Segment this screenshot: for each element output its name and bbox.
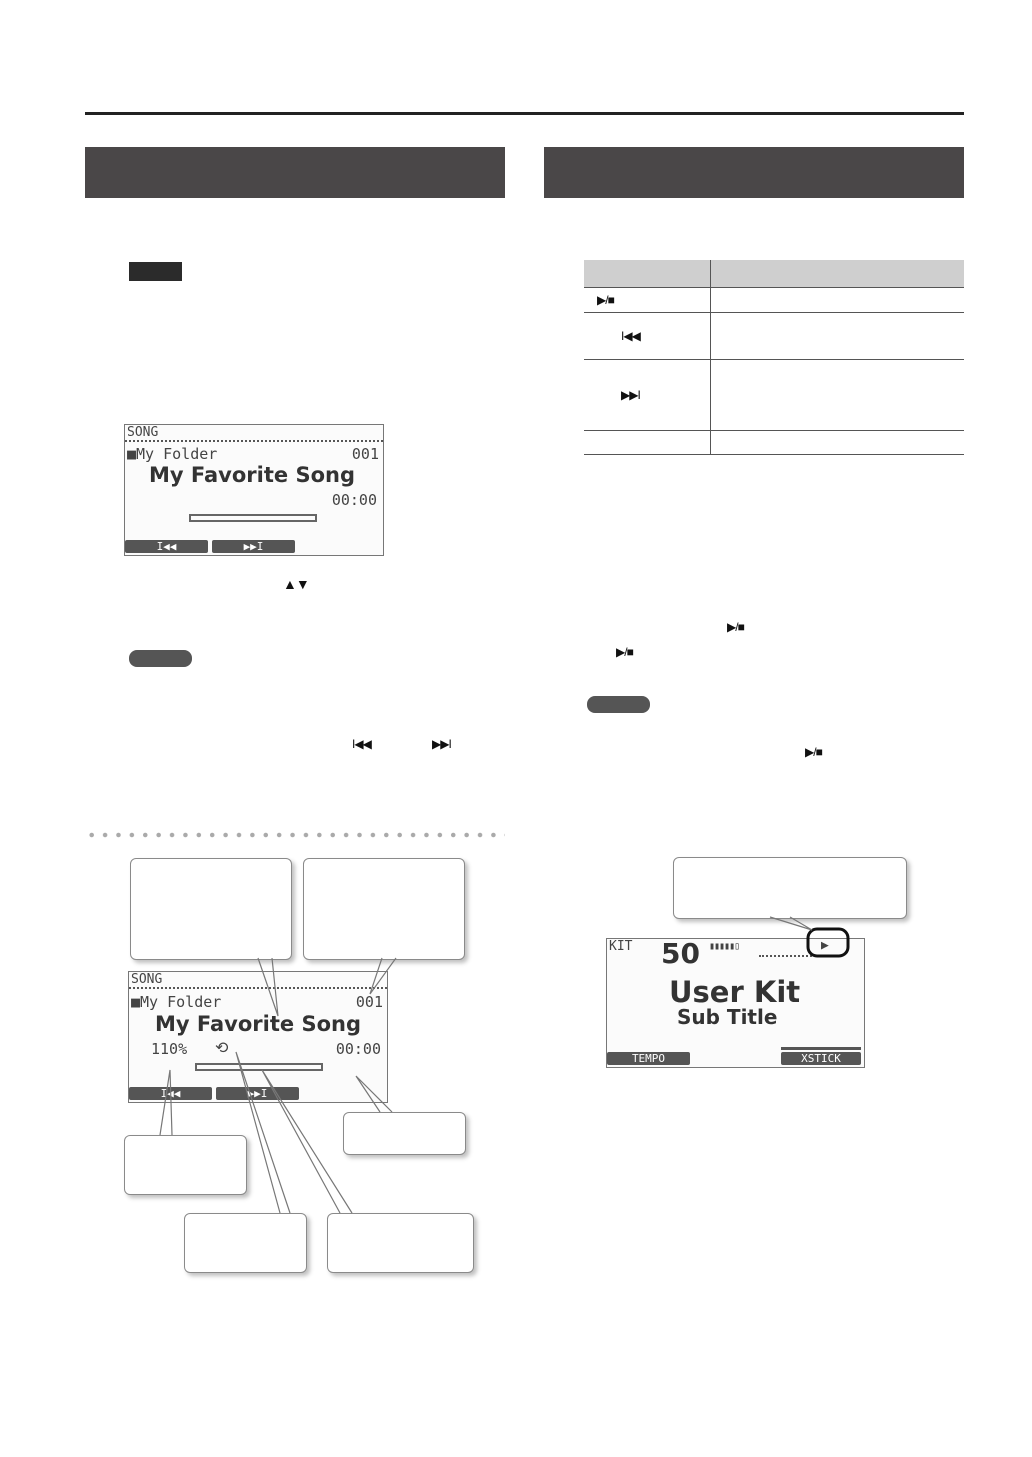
prev-icon: I◀◀	[352, 737, 371, 751]
prev-song-button[interactable]: I◀◀	[125, 540, 208, 553]
song-time: 00:00	[335, 1040, 381, 1058]
folder-icon: ■	[131, 993, 141, 1011]
kit-sub-title: Sub Title	[677, 1005, 778, 1029]
prev-song-button[interactable]: I◀◀	[129, 1087, 212, 1100]
level-meter: ▮▮▮▮▮▯	[709, 941, 740, 952]
kit-number: 50	[661, 937, 700, 970]
song-title: My Favorite Song	[149, 463, 355, 487]
folder-icon: ■	[127, 445, 137, 463]
next-icon: ▶▶I	[432, 737, 451, 751]
play-stop-icon: ▶/■	[616, 645, 633, 659]
folder-name: My Folder	[136, 445, 218, 463]
song-number: 001	[355, 993, 383, 1011]
play-stop-icon: ▶/■	[805, 745, 822, 759]
loop-icon: ⟲	[215, 1038, 229, 1057]
up-down-arrows-icon: ▲▼	[283, 576, 309, 592]
next-icon: ▶▶I	[621, 388, 640, 402]
tempo-button[interactable]: TEMPO	[607, 1052, 690, 1065]
song-screen-header: SONG	[131, 972, 163, 987]
next-song-button[interactable]: ▶▶I	[212, 540, 295, 553]
tempo-value: 110%	[151, 1040, 188, 1058]
kit-label: KIT	[609, 939, 633, 954]
next-song-button[interactable]: ▶▶I	[216, 1087, 299, 1100]
song-screen-header: SONG	[127, 425, 159, 440]
kit-name: User Kit	[669, 975, 801, 1009]
song-time: 00:00	[331, 491, 377, 509]
play-indicator-icon: ▶	[821, 938, 829, 953]
xstick-button[interactable]: XSTICK	[781, 1052, 861, 1065]
song-number: 001	[351, 445, 379, 463]
prev-icon: I◀◀	[621, 329, 640, 343]
play-stop-icon: ▶/■	[597, 293, 614, 307]
folder-name: My Folder	[140, 993, 222, 1011]
play-stop-icon: ▶/■	[727, 620, 744, 634]
song-title: My Favorite Song	[155, 1012, 361, 1036]
